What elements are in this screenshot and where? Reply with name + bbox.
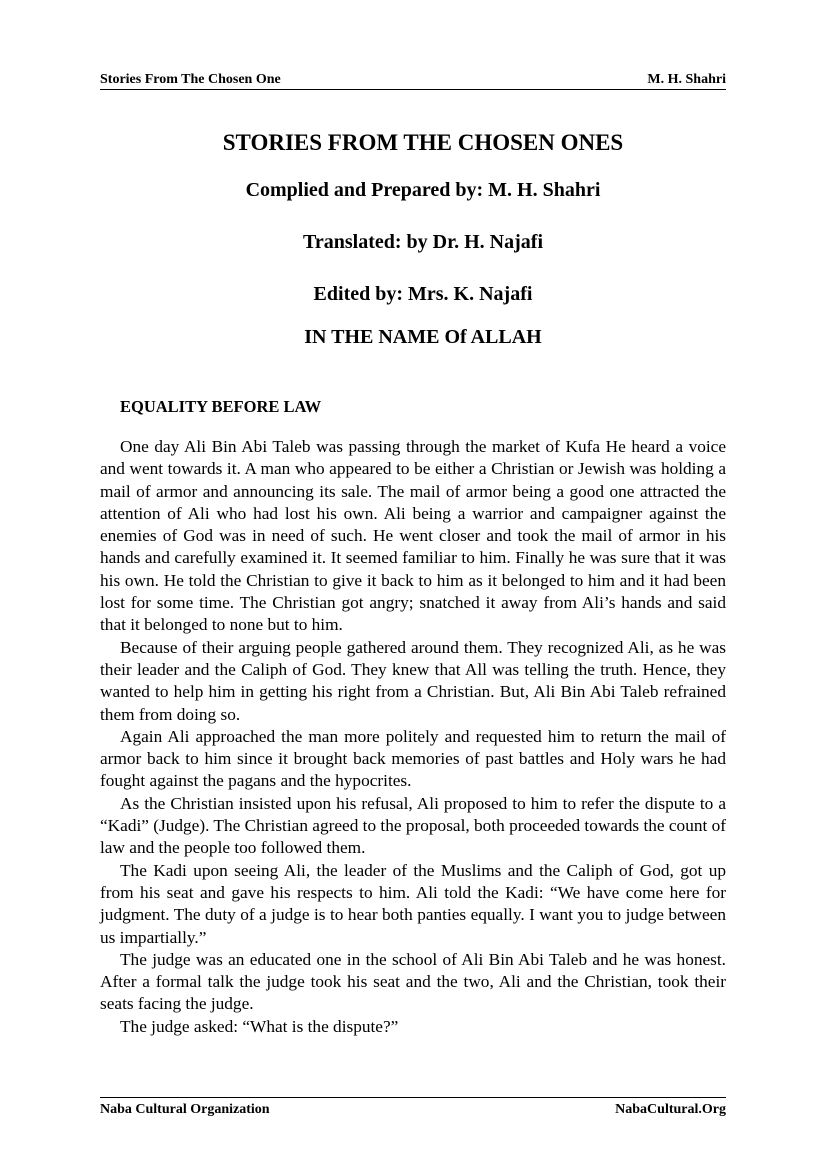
footer-organization: Naba Cultural Organization xyxy=(100,1102,270,1117)
page-footer xyxy=(100,1097,726,1117)
paragraph: As the Christian insisted upon his refusal, Ali proposed to him to refer the dispute to a “Kadi” (Judge). The Christian agreed to the proposal, both proceeded towards the count of law and the people too followed them. xyxy=(100,793,726,858)
paragraph: Again Ali approached the man more politely and requested him to return the mail of armor back to him since it brought back memories of past battles and Holy wars he had fought against the pagans and the hypocrites. xyxy=(100,726,726,791)
invocation-line: IN THE NAME Of ALLAH xyxy=(304,326,542,348)
paragraph: Because of their arguing people gathered around them. They recognized Ali, as he was their leader and the Caliph of God. They knew that All was telling the truth. Hence, they wanted to help him in getting his right from a Christian. But, Ali Bin Abi Taleb refrained them from doing so. xyxy=(100,637,726,724)
translated-by-line: Translated: by Dr. H. Najafi xyxy=(303,231,543,253)
footer-website: NabaCultural.Org xyxy=(615,1102,726,1117)
edited-by-line: Edited by: Mrs. K. Najafi xyxy=(313,283,533,305)
paragraph: The judge was an educated one in the school of Ali Bin Abi Taleb and he was honest. After a formal talk the judge took his seat and the two, Ali and the Christian, took their seats facing the judge. xyxy=(100,949,726,1014)
document-title: STORIES FROM THE CHOSEN ONES xyxy=(222,130,624,155)
header-author: M. H. Shahri xyxy=(647,72,726,87)
paragraph: The judge asked: “What is the dispute?” xyxy=(120,1016,399,1036)
page-header xyxy=(100,71,726,90)
paragraph: One day Ali Bin Abi Taleb was passing through the market of Kufa He heard a voice and went towards it. A man who appeared to be either a Christian or Jewish was holding a mail of armor and announcing its sale. The mail of armor being a good one attracted the attention of Ali who had lost his own. Ali being a warrior and campaigner against the enemies of God was in need of such. He went closer and took the mail of armor in his hands and carefully examined it. It seemed familiar to him. Finally he was sure that it was his own. He told the Christian to give it back to him as it belonged to him and it had been lost for some time. The Christian got angry; snatched it away from Ali’s hands and said that it belonged to none but to him. xyxy=(100,437,726,635)
paragraph: The Kadi upon seeing Ali, the leader of the Muslims and the Caliph of God, got up from his seat and gave his respects to him. Ali told the Kadi: “We have come here for judgment. The duty of a judge is to hear both panties equally. I want you to judge between us impartially.” xyxy=(100,860,726,947)
header-book-title: Stories From The Chosen One xyxy=(100,72,281,87)
body-text xyxy=(100,436,726,1038)
section-heading: EQUALITY BEFORE LAW xyxy=(120,397,322,416)
compiled-by-line: Complied and Prepared by: M. H. Shahri xyxy=(245,179,601,201)
